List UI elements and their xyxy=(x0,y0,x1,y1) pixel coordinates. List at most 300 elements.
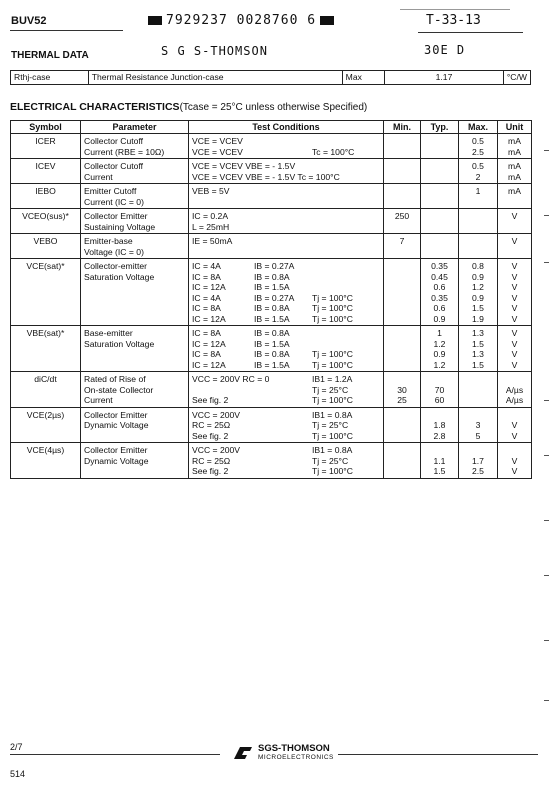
reference-code: T-33-13 xyxy=(426,13,481,28)
condition-line: RC = 25Ω Tj = 25°C xyxy=(192,420,349,430)
table-row xyxy=(11,159,532,184)
condition-line: RC = 25Ω Tj = 25°C xyxy=(192,455,349,466)
table-row xyxy=(11,209,532,234)
thermal-row xyxy=(11,71,531,85)
parameter-cell xyxy=(81,209,189,234)
typ-value: 1.2 xyxy=(433,338,446,349)
condition-part: IB = 0.27A xyxy=(254,292,295,303)
condition-part: VCE = VCEV VBE = - 1.5V Tc = 100°C xyxy=(192,171,340,182)
max-cell xyxy=(459,326,498,372)
parameter-line: Collector-emitter xyxy=(84,261,148,271)
typ-value: 2.8 xyxy=(433,430,446,441)
condition-part: IB = 0.8A xyxy=(254,328,290,338)
footer-rule-right xyxy=(338,754,538,755)
typ-value: 1.2 xyxy=(433,359,446,370)
thermal-value: 1.17 xyxy=(385,71,504,85)
parameter-line: Collector Emitter xyxy=(84,445,148,455)
condition-line: Tj = 25°C xyxy=(192,385,380,396)
parameter-cell xyxy=(81,326,189,372)
condition-part: IE = 50mA xyxy=(192,236,233,246)
reference-underline xyxy=(418,32,523,33)
typ-value: 70 xyxy=(434,384,445,395)
parameter-cell xyxy=(81,234,189,259)
condition-part xyxy=(254,456,312,467)
conditions-cell xyxy=(189,326,384,372)
max-value xyxy=(462,211,494,222)
condition-line: See fig. 2 Tj = 100°C xyxy=(192,430,353,441)
condition-part xyxy=(254,147,312,158)
condition-part xyxy=(254,161,312,172)
min-value xyxy=(387,197,417,208)
typ-cell xyxy=(421,372,459,408)
condition-part: VEB = 5V xyxy=(192,186,230,196)
min-value xyxy=(387,466,417,477)
unit-value: mA xyxy=(508,161,521,171)
unit-value: V xyxy=(511,271,518,282)
min-value xyxy=(387,136,417,147)
condition-part: IC = 12A xyxy=(192,282,226,292)
unit-cell xyxy=(498,407,532,443)
symbol-cell xyxy=(11,326,81,372)
max-value xyxy=(462,395,494,406)
thermal-qualifier: Max xyxy=(342,71,385,85)
min-value xyxy=(387,261,417,272)
unit-cell xyxy=(498,259,532,326)
max-cell xyxy=(459,134,498,159)
min-value xyxy=(387,161,417,172)
condition-part: VCE = VCEV xyxy=(192,146,243,157)
unit-value: V xyxy=(511,303,518,313)
unit-cell xyxy=(498,184,532,209)
electrical-table xyxy=(10,120,532,479)
parameter-line: Emitter Cutoff xyxy=(84,186,137,196)
typ-cell xyxy=(421,209,459,234)
parameter-line xyxy=(84,360,185,371)
parameter-line: Rated of Rise of xyxy=(84,374,146,384)
parameter-line: Saturation Voltage xyxy=(84,271,155,282)
parameter-line: Collector Emitter xyxy=(84,409,148,420)
min-value xyxy=(387,410,417,421)
conditions-cell xyxy=(189,209,384,234)
unit-value: V xyxy=(511,292,518,303)
header-dash xyxy=(400,9,510,10)
max-value: 2 xyxy=(475,171,481,182)
table-row xyxy=(11,184,532,209)
max-value: 1.5 xyxy=(472,338,484,349)
unit-value: V xyxy=(511,420,518,430)
code-bar-right xyxy=(320,16,334,25)
condition-part: VCC = 200V RC = 0 xyxy=(192,374,270,384)
min-value xyxy=(387,172,417,183)
symbol-cell xyxy=(11,159,81,184)
symbol-text: VEBO xyxy=(33,236,58,246)
symbol-text: VCEO(sus)* xyxy=(22,211,69,221)
edge-mark xyxy=(544,150,549,151)
condition-part: IC = 8A xyxy=(192,271,221,282)
typ-value: 1.8 xyxy=(433,420,446,430)
condition-part xyxy=(254,222,312,233)
unit-value: V xyxy=(511,261,518,271)
condition-part: IC = 8A xyxy=(192,349,221,359)
condition-part: IC = 12A xyxy=(192,359,226,370)
conditions-cell xyxy=(189,443,384,479)
typ-cell xyxy=(421,184,459,209)
max-value xyxy=(462,410,494,421)
min-value xyxy=(387,420,417,431)
typ-value xyxy=(424,410,455,421)
condition-line xyxy=(192,339,380,350)
max-value: 1.3 xyxy=(472,328,484,338)
parameter-line: Collector Cutoff xyxy=(84,161,144,171)
header-test-conditions: Test Conditions xyxy=(189,121,384,134)
typ-cell xyxy=(421,443,459,479)
condition-part: IB = 0.8A xyxy=(254,303,290,313)
condition-part: VCE = VCEV VBE = - 1.5V xyxy=(192,161,296,171)
edge-mark xyxy=(544,215,549,216)
condition-line: See fig. 2 Tj = 100°C xyxy=(192,466,353,476)
min-cell xyxy=(384,259,421,326)
symbol-cell xyxy=(11,372,81,408)
parameter-cell xyxy=(81,134,189,159)
symbol-cell xyxy=(11,234,81,259)
symbol-cell xyxy=(11,134,81,159)
condition-part xyxy=(254,395,312,406)
symbol-cell xyxy=(11,443,81,479)
parameter-cell xyxy=(81,184,189,209)
condition-line xyxy=(192,172,380,183)
conditions-cell xyxy=(189,159,384,184)
condition-part xyxy=(254,172,312,183)
min-cell xyxy=(384,326,421,372)
condition-part xyxy=(254,136,312,147)
min-cell xyxy=(384,443,421,479)
condition-part: IC = 8A xyxy=(192,303,221,313)
min-cell xyxy=(384,372,421,408)
unit-value xyxy=(501,445,528,456)
symbol-text: VBE(sat)* xyxy=(26,328,65,338)
condition-part: IC = 0.2A xyxy=(192,211,229,221)
typ-cell xyxy=(421,159,459,184)
parameter-line: Current xyxy=(84,395,113,405)
min-value xyxy=(387,247,417,258)
min-cell xyxy=(384,407,421,443)
condition-part: IC = 12A xyxy=(192,338,226,349)
parameter-line xyxy=(84,349,185,360)
max-cell xyxy=(459,159,498,184)
table-row xyxy=(11,372,532,408)
condition-line xyxy=(192,282,380,293)
condition-line xyxy=(192,247,380,258)
condition-part: IB = 1.5A xyxy=(254,313,290,324)
min-value xyxy=(387,360,417,371)
min-value xyxy=(387,186,417,197)
unit-value xyxy=(501,410,528,421)
min-value xyxy=(387,222,417,233)
conditions-cell xyxy=(189,234,384,259)
unit-value: V xyxy=(511,282,518,292)
max-cell xyxy=(459,407,498,443)
parameter-line xyxy=(84,303,185,314)
typ-value xyxy=(424,247,455,258)
condition-part xyxy=(192,247,254,258)
page-indicator: 2/7 xyxy=(10,742,23,752)
min-value xyxy=(387,293,417,304)
condition-part: RC = 25Ω xyxy=(192,420,231,430)
max-value: 1.9 xyxy=(472,313,484,324)
parameter-cell xyxy=(81,407,189,443)
typ-value xyxy=(424,445,455,456)
max-value: 1.3 xyxy=(472,349,484,359)
max-value: 0.9 xyxy=(472,292,484,303)
unit-value: V xyxy=(511,359,518,370)
parameter-line xyxy=(84,282,185,293)
unit-value: A/µs xyxy=(505,395,524,405)
unit-value: mA xyxy=(508,136,521,146)
lot-code-text: 7929237 0028760 6 xyxy=(166,13,317,28)
condition-part: See fig. 2 xyxy=(192,466,229,476)
parameter-line: Current (RBE = 10Ω) xyxy=(84,146,165,157)
parameter-line xyxy=(84,431,185,442)
thermal-table xyxy=(10,70,531,85)
unit-value: V xyxy=(511,466,518,476)
condition-line xyxy=(192,186,380,197)
parameter-line: Emitter-base xyxy=(84,236,133,246)
min-value xyxy=(387,456,417,467)
typ-value: 0.45 xyxy=(431,271,448,282)
st-logo-icon xyxy=(232,746,254,760)
max-cell xyxy=(459,184,498,209)
parameter-line: Base-emitter xyxy=(84,328,133,338)
condition-part xyxy=(254,197,312,208)
max-value: 0.8 xyxy=(472,261,484,271)
condition-part xyxy=(192,385,254,396)
unit-cell xyxy=(498,159,532,184)
min-value xyxy=(387,303,417,314)
condition-part: VCC = 200V xyxy=(192,445,241,455)
min-value xyxy=(387,272,417,283)
typ-value: 0.6 xyxy=(433,303,446,313)
unit-value: mA xyxy=(508,186,521,196)
max-value: 2.5 xyxy=(472,466,484,476)
unit-value xyxy=(501,247,528,258)
table-row xyxy=(11,407,532,443)
lot-code xyxy=(144,13,338,28)
electrical-title xyxy=(10,101,367,113)
min-value: 25 xyxy=(397,395,407,405)
conditions-cell xyxy=(189,259,384,326)
typ-value: 0.9 xyxy=(433,349,446,359)
unit-value: V xyxy=(511,313,518,324)
table-row xyxy=(11,234,532,259)
condition-part: L = 25mH xyxy=(192,221,230,232)
typ-value xyxy=(424,186,455,197)
table-row xyxy=(11,134,532,159)
condition-part xyxy=(254,420,312,431)
typ-value xyxy=(424,197,455,208)
condition-part xyxy=(192,197,254,208)
parameter-line: Saturation Voltage xyxy=(84,338,155,349)
unit-cell xyxy=(498,234,532,259)
condition-part: IB = 0.27A xyxy=(254,261,295,271)
unit-value xyxy=(501,222,528,233)
parameter-line xyxy=(84,466,185,477)
typ-value xyxy=(424,211,455,222)
typ-value xyxy=(424,222,455,233)
min-cell xyxy=(384,184,421,209)
condition-part xyxy=(254,445,312,456)
maker-stamp: S G S-THOMSON xyxy=(161,44,268,58)
min-value xyxy=(387,374,417,385)
condition-part xyxy=(254,385,312,396)
condition-line: IC = 12A IB = 1.5A Tj = 100°C xyxy=(192,359,353,370)
condition-part: IB = 1.5A xyxy=(254,282,290,292)
header-parameter: Parameter xyxy=(81,121,189,134)
typ-cell xyxy=(421,259,459,326)
condition-part xyxy=(254,211,312,222)
parameter-line: On-state Collector xyxy=(84,384,154,395)
thermal-section-title: THERMAL DATA xyxy=(11,50,89,61)
condition-line xyxy=(192,222,380,233)
unit-value: A/µs xyxy=(505,384,524,395)
min-value xyxy=(387,282,417,293)
typ-value: 60 xyxy=(434,395,445,405)
parameter-line: Dynamic Voltage xyxy=(84,420,149,430)
parameter-cell xyxy=(81,259,189,326)
condition-part: See fig. 2 xyxy=(192,430,229,441)
parameter-line: Voltage (IC = 0) xyxy=(84,246,144,257)
max-cell xyxy=(459,443,498,479)
symbol-cell xyxy=(11,407,81,443)
table-row xyxy=(11,443,532,479)
typ-value: 0.35 xyxy=(431,292,448,303)
symbol-cell xyxy=(11,184,81,209)
unit-value xyxy=(501,374,528,385)
condition-part: IB = 0.8A xyxy=(254,349,290,359)
typ-cell xyxy=(421,326,459,372)
parameter-line: Current (IC = 0) xyxy=(84,196,144,207)
min-value xyxy=(387,314,417,325)
conditions-cell xyxy=(189,372,384,408)
parameter-cell xyxy=(81,443,189,479)
electrical-title-text: ELECTRICAL CHARACTERISTICS xyxy=(10,101,180,113)
condition-line: See fig. 2 Tj = 100°C xyxy=(192,395,353,405)
condition-line: IC = 8A IB = 0.8A Tj = 100°C xyxy=(192,303,353,313)
unit-value: V xyxy=(511,211,518,221)
max-value: 3 xyxy=(475,420,481,430)
unit-value: V xyxy=(511,455,518,466)
symbol-text: VCE(2µs) xyxy=(26,409,65,420)
typ-value: 0.35 xyxy=(431,261,448,271)
symbol-text: VCE(sat)* xyxy=(26,261,65,271)
header-symbol: Symbol xyxy=(11,121,81,134)
max-value xyxy=(462,236,494,247)
unit-value: V xyxy=(511,236,518,246)
symbol-cell xyxy=(11,259,81,326)
min-value xyxy=(387,328,417,339)
min-value: 30 xyxy=(397,384,407,395)
electrical-condition: (Tcase = 25°C unless otherwise Specified) xyxy=(179,102,368,113)
edge-mark xyxy=(544,700,549,701)
symbol-cell xyxy=(11,209,81,234)
max-cell xyxy=(459,372,498,408)
condition-part: IC = 4A xyxy=(192,261,221,271)
max-value xyxy=(462,222,494,233)
max-value: 5 xyxy=(475,430,481,441)
edge-mark xyxy=(544,455,549,456)
max-cell xyxy=(459,259,498,326)
max-value: 1.5 xyxy=(472,303,484,313)
condition-part: See fig. 2 xyxy=(192,395,229,405)
condition-line xyxy=(192,236,380,247)
condition-line: VCC = 200V IB1 = 0.8A xyxy=(192,409,353,420)
min-cell xyxy=(384,159,421,184)
typ-cell xyxy=(421,407,459,443)
unit-value xyxy=(501,197,528,208)
edge-mark xyxy=(544,400,549,401)
max-cell xyxy=(459,209,498,234)
max-value: 1.7 xyxy=(472,455,484,466)
unit-cell xyxy=(498,372,532,408)
condition-line: VCC = 200V RC = 0 IB1 = 1.2A xyxy=(192,374,353,384)
electrical-header-row xyxy=(11,121,532,134)
symbol-text: VCE(4µs) xyxy=(26,445,65,455)
typ-cell xyxy=(421,234,459,259)
parameter-cell xyxy=(81,159,189,184)
max-value xyxy=(462,445,494,456)
max-value: 1 xyxy=(475,186,481,196)
typ-value xyxy=(424,374,455,385)
unit-cell xyxy=(498,134,532,159)
min-value xyxy=(387,349,417,360)
condition-line xyxy=(192,161,380,172)
typ-value xyxy=(424,161,455,172)
typ-value: 1.5 xyxy=(433,466,446,476)
max-value xyxy=(462,247,494,258)
edge-mark xyxy=(544,262,549,263)
symbol-text: IEBO xyxy=(35,186,56,196)
typ-value xyxy=(424,172,455,183)
unit-value: mA xyxy=(508,171,521,182)
max-value: 0.5 xyxy=(472,136,484,146)
condition-line: IC = 12A IB = 1.5A Tj = 100°C xyxy=(192,313,353,324)
typ-value: 0.9 xyxy=(433,313,446,324)
condition-part xyxy=(254,410,312,421)
condition-line xyxy=(192,136,380,147)
header-min: Min. xyxy=(384,121,421,134)
parameter-line: Sustaining Voltage xyxy=(84,221,156,232)
condition-line xyxy=(192,328,380,339)
typ-value: 1 xyxy=(437,328,442,338)
edge-mark xyxy=(544,640,549,641)
header-unit: Unit xyxy=(498,121,532,134)
condition-line: VCC = 200V IB1 = 0.8A xyxy=(192,445,353,455)
typ-value xyxy=(424,136,455,147)
unit-value: mA xyxy=(508,146,521,157)
condition-part: RC = 25Ω xyxy=(192,455,231,466)
max-value xyxy=(462,385,494,396)
conditions-cell xyxy=(189,407,384,443)
typ-value xyxy=(424,236,455,247)
conditions-cell xyxy=(189,184,384,209)
unit-value: V xyxy=(511,430,518,441)
thermal-symbol: Rthj-case xyxy=(11,71,89,85)
electrical-body xyxy=(11,134,532,479)
condition-part xyxy=(254,247,312,258)
condition-part xyxy=(254,236,312,247)
max-value xyxy=(462,374,494,385)
thermal-unit: °C/W xyxy=(503,71,530,85)
typ-value: 0.6 xyxy=(433,282,446,292)
